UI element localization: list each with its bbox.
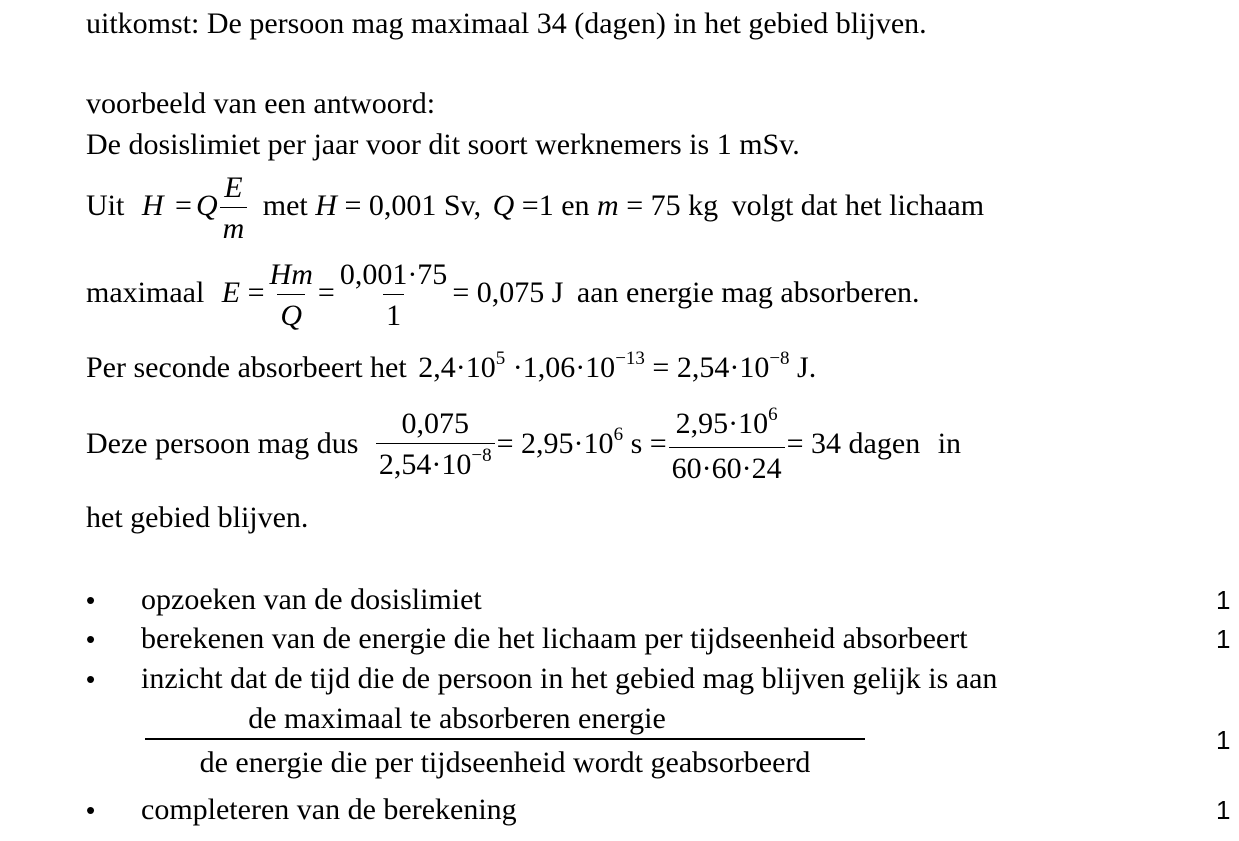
formula-line-h xyxy=(86,166,984,246)
value-q: 1 en xyxy=(538,189,590,222)
text-met: met xyxy=(262,189,308,222)
term-a: 2,4·10 xyxy=(418,351,496,384)
text-absorb: aan energie mag absorberen. xyxy=(576,276,920,309)
var-h: H xyxy=(141,189,164,222)
energy-result: = 0,075 J xyxy=(452,276,564,309)
bullet: • xyxy=(86,664,96,694)
dose-limit-line: De dosislimiet per jaar voor dit soort werknemers is 1 mSv. xyxy=(86,128,800,161)
duration-line xyxy=(86,404,961,488)
var-h: H xyxy=(315,189,337,222)
criterion-text: berekenen van de energie die het lichaam per tijdseenheid absorbeert xyxy=(141,622,968,655)
fraction-denominator: m xyxy=(220,207,248,246)
text-deze-persoon: Deze persoon mag dus xyxy=(86,427,359,460)
bullet: • xyxy=(86,624,96,654)
bullet: • xyxy=(86,585,96,615)
equals-sign: = xyxy=(175,189,192,222)
fraction-substitution xyxy=(337,258,451,333)
equals-sign: = xyxy=(626,189,644,222)
fraction-e-over-m xyxy=(220,171,248,246)
text-uit: Uit xyxy=(86,189,125,222)
time-fraction xyxy=(145,700,865,782)
term-b: ·1,06·10 xyxy=(505,351,616,384)
criterion-text: opzoeken van de dosislimiet xyxy=(141,583,482,616)
fraction-denominator: Q xyxy=(277,294,305,333)
text-per-second: Per seconde absorbeert het xyxy=(86,351,407,384)
denominator-base: 2,54·10 xyxy=(378,447,472,481)
criterion-score: 1 xyxy=(1216,585,1231,615)
fraction-numerator: 0,075 xyxy=(401,406,470,440)
seconds-result: = 2,95·10 xyxy=(496,427,614,460)
var-q: Q xyxy=(492,189,515,222)
outcome-line: uitkomst: De persoon mag maximaal 34 (dagen) in het gebied blijven. xyxy=(86,7,927,40)
equals-sign: = xyxy=(247,276,265,309)
criterion-score: 1 xyxy=(1216,795,1231,825)
criterion-text: completeren van de berekening xyxy=(141,793,517,826)
text-conclusion: volgt dat het lichaam xyxy=(731,189,985,222)
fraction-numerator xyxy=(673,403,781,447)
text-in: in xyxy=(937,427,962,460)
example-heading: voorbeeld van een antwoord: xyxy=(86,87,436,120)
criterion-score: 1 xyxy=(1216,725,1231,755)
fraction-denominator: 1 xyxy=(383,294,404,333)
seconds-exp: 6 xyxy=(613,424,624,445)
equals-sign: = xyxy=(317,276,335,309)
formula-line-e xyxy=(86,253,920,333)
fraction-numerator: 0,001·75 xyxy=(339,257,448,291)
var-m: m xyxy=(597,189,619,222)
days-result: = 34 dagen xyxy=(786,427,921,460)
fraction-denominator: de energie die per tijdseenheid wordt geabsorbeerd xyxy=(145,738,865,782)
criterion-text: inzicht dat de tijd die de persoon in het gebied mag blijven gelijk is aan xyxy=(141,662,998,695)
stay-line: het gebied blijven. xyxy=(86,501,309,534)
var-e: E xyxy=(221,276,241,309)
value-m: 75 kg xyxy=(650,189,719,222)
exp-a: 5 xyxy=(495,348,506,369)
fraction-numerator: E xyxy=(224,170,243,204)
equals-sign: = xyxy=(521,189,539,222)
numerator-base: 2,95·10 xyxy=(675,406,769,440)
bullet: • xyxy=(86,795,96,825)
fraction-numerator: Hm xyxy=(269,257,313,291)
var-q: Q xyxy=(195,189,218,222)
fraction-denominator: 60·60·24 xyxy=(669,447,785,486)
value-h: 0,001 Sv, xyxy=(368,189,482,222)
seconds-unit: s = xyxy=(623,427,667,460)
fraction-numerator: de maximaal te absorberen energie xyxy=(248,702,666,735)
exp-b: −13 xyxy=(615,348,645,369)
text-maximaal: maximaal xyxy=(86,276,205,309)
denominator-exp: −8 xyxy=(471,444,492,466)
per-second-line xyxy=(86,350,816,390)
term-c: = 2,54·10 xyxy=(644,351,770,384)
fraction-seconds-to-days xyxy=(669,403,785,486)
numerator-exp: 6 xyxy=(768,403,778,425)
fraction-denominator xyxy=(376,443,495,486)
unit-joule: J. xyxy=(789,351,817,384)
exp-c: −8 xyxy=(769,348,790,369)
fraction-hm-over-q xyxy=(267,258,316,333)
criterion-score: 1 xyxy=(1216,624,1231,654)
equals-sign: = xyxy=(344,189,362,222)
fraction-energy-over-rate xyxy=(376,407,495,486)
